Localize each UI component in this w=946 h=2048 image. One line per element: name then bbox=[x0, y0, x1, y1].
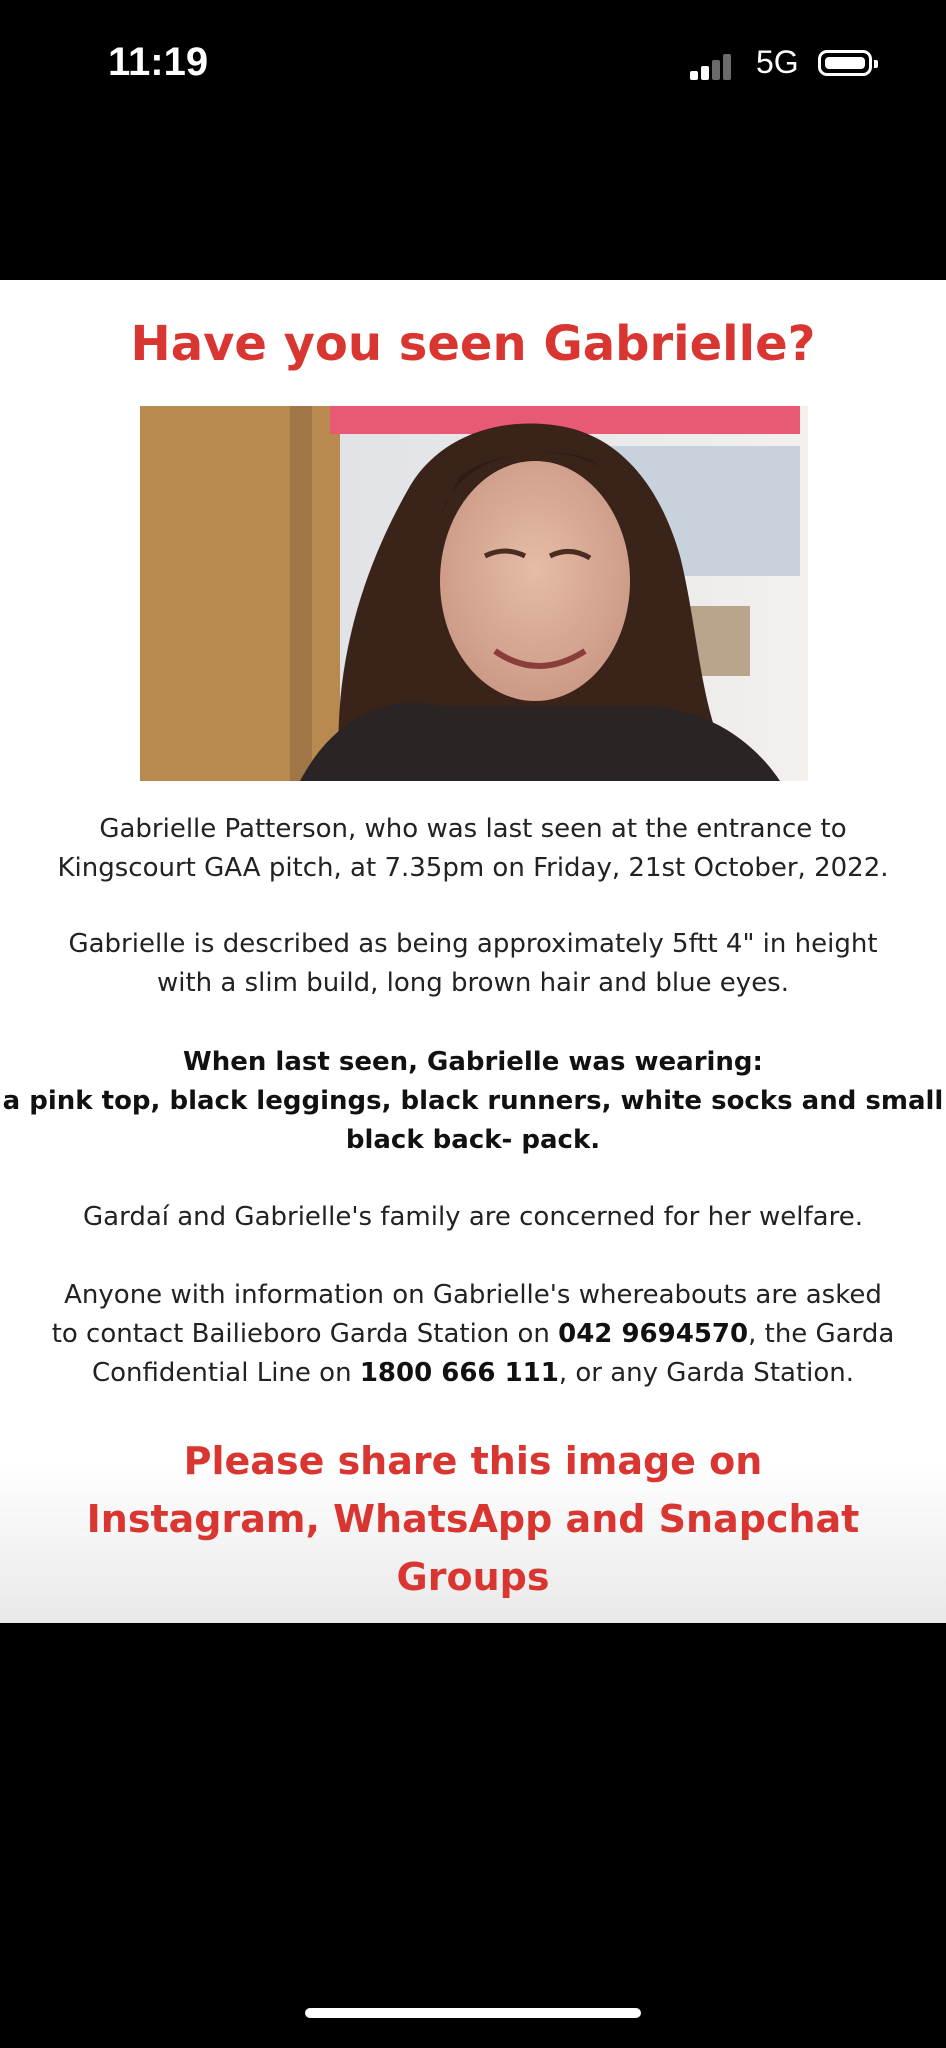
description-paragraph bbox=[0, 810, 946, 888]
signal-strength-icon bbox=[690, 50, 740, 80]
confidential-line-phone-number[interactable]: 1800 666 111 bbox=[359, 1358, 559, 1388]
contact-line: Confidential Line on 1800 666 111, or any Garda Station. bbox=[91, 1358, 855, 1388]
description-line: Kingscourt GAA pitch, at 7.35pm on Friday, 21st October, 2022. bbox=[57, 853, 889, 883]
battery-icon bbox=[818, 50, 872, 76]
appearance-line: Gabrielle is described as being approximately 5ftt 4" in height bbox=[68, 929, 878, 959]
network-type: 5G bbox=[756, 44, 799, 80]
status-time: 11:19 bbox=[108, 40, 209, 84]
contact-line: Anyone with information on Gabrielle's whereabouts are asked bbox=[64, 1280, 882, 1310]
appearance-line: with a slim build, long brown hair and blue eyes. bbox=[156, 968, 789, 998]
contact-paragraph bbox=[0, 1276, 946, 1393]
home-indicator[interactable] bbox=[305, 2008, 641, 2018]
station-phone-number[interactable]: 042 9694570 bbox=[558, 1319, 749, 1349]
clothing-line: a pink top, black leggings, black runners, white socks and small bbox=[2, 1086, 944, 1116]
description-line: Gabrielle Patterson, who was last seen at the entrance to bbox=[99, 814, 847, 844]
share-line: Please share this image on bbox=[183, 1439, 763, 1483]
contact-line: to contact Bailieboro Garda Station on 042 9694570, the Garda bbox=[51, 1319, 895, 1349]
status-bar bbox=[0, 0, 946, 130]
clothing-line: When last seen, Gabrielle was wearing: bbox=[183, 1047, 763, 1077]
share-line: Groups bbox=[396, 1555, 550, 1599]
poster-headline: Have you seen Gabrielle? bbox=[130, 316, 816, 372]
share-line: Instagram, WhatsApp and Snapchat bbox=[86, 1497, 860, 1541]
concern-text: Gardaí and Gabrielle's family are concerned for her welfare. bbox=[83, 1202, 863, 1232]
clothing-paragraph bbox=[0, 1043, 946, 1160]
missing-person-poster bbox=[0, 280, 946, 1623]
missing-person-photo bbox=[140, 406, 808, 781]
clothing-line: black back- pack. bbox=[345, 1125, 601, 1155]
share-call-to-action bbox=[0, 1432, 946, 1606]
appearance-paragraph bbox=[0, 925, 946, 1003]
